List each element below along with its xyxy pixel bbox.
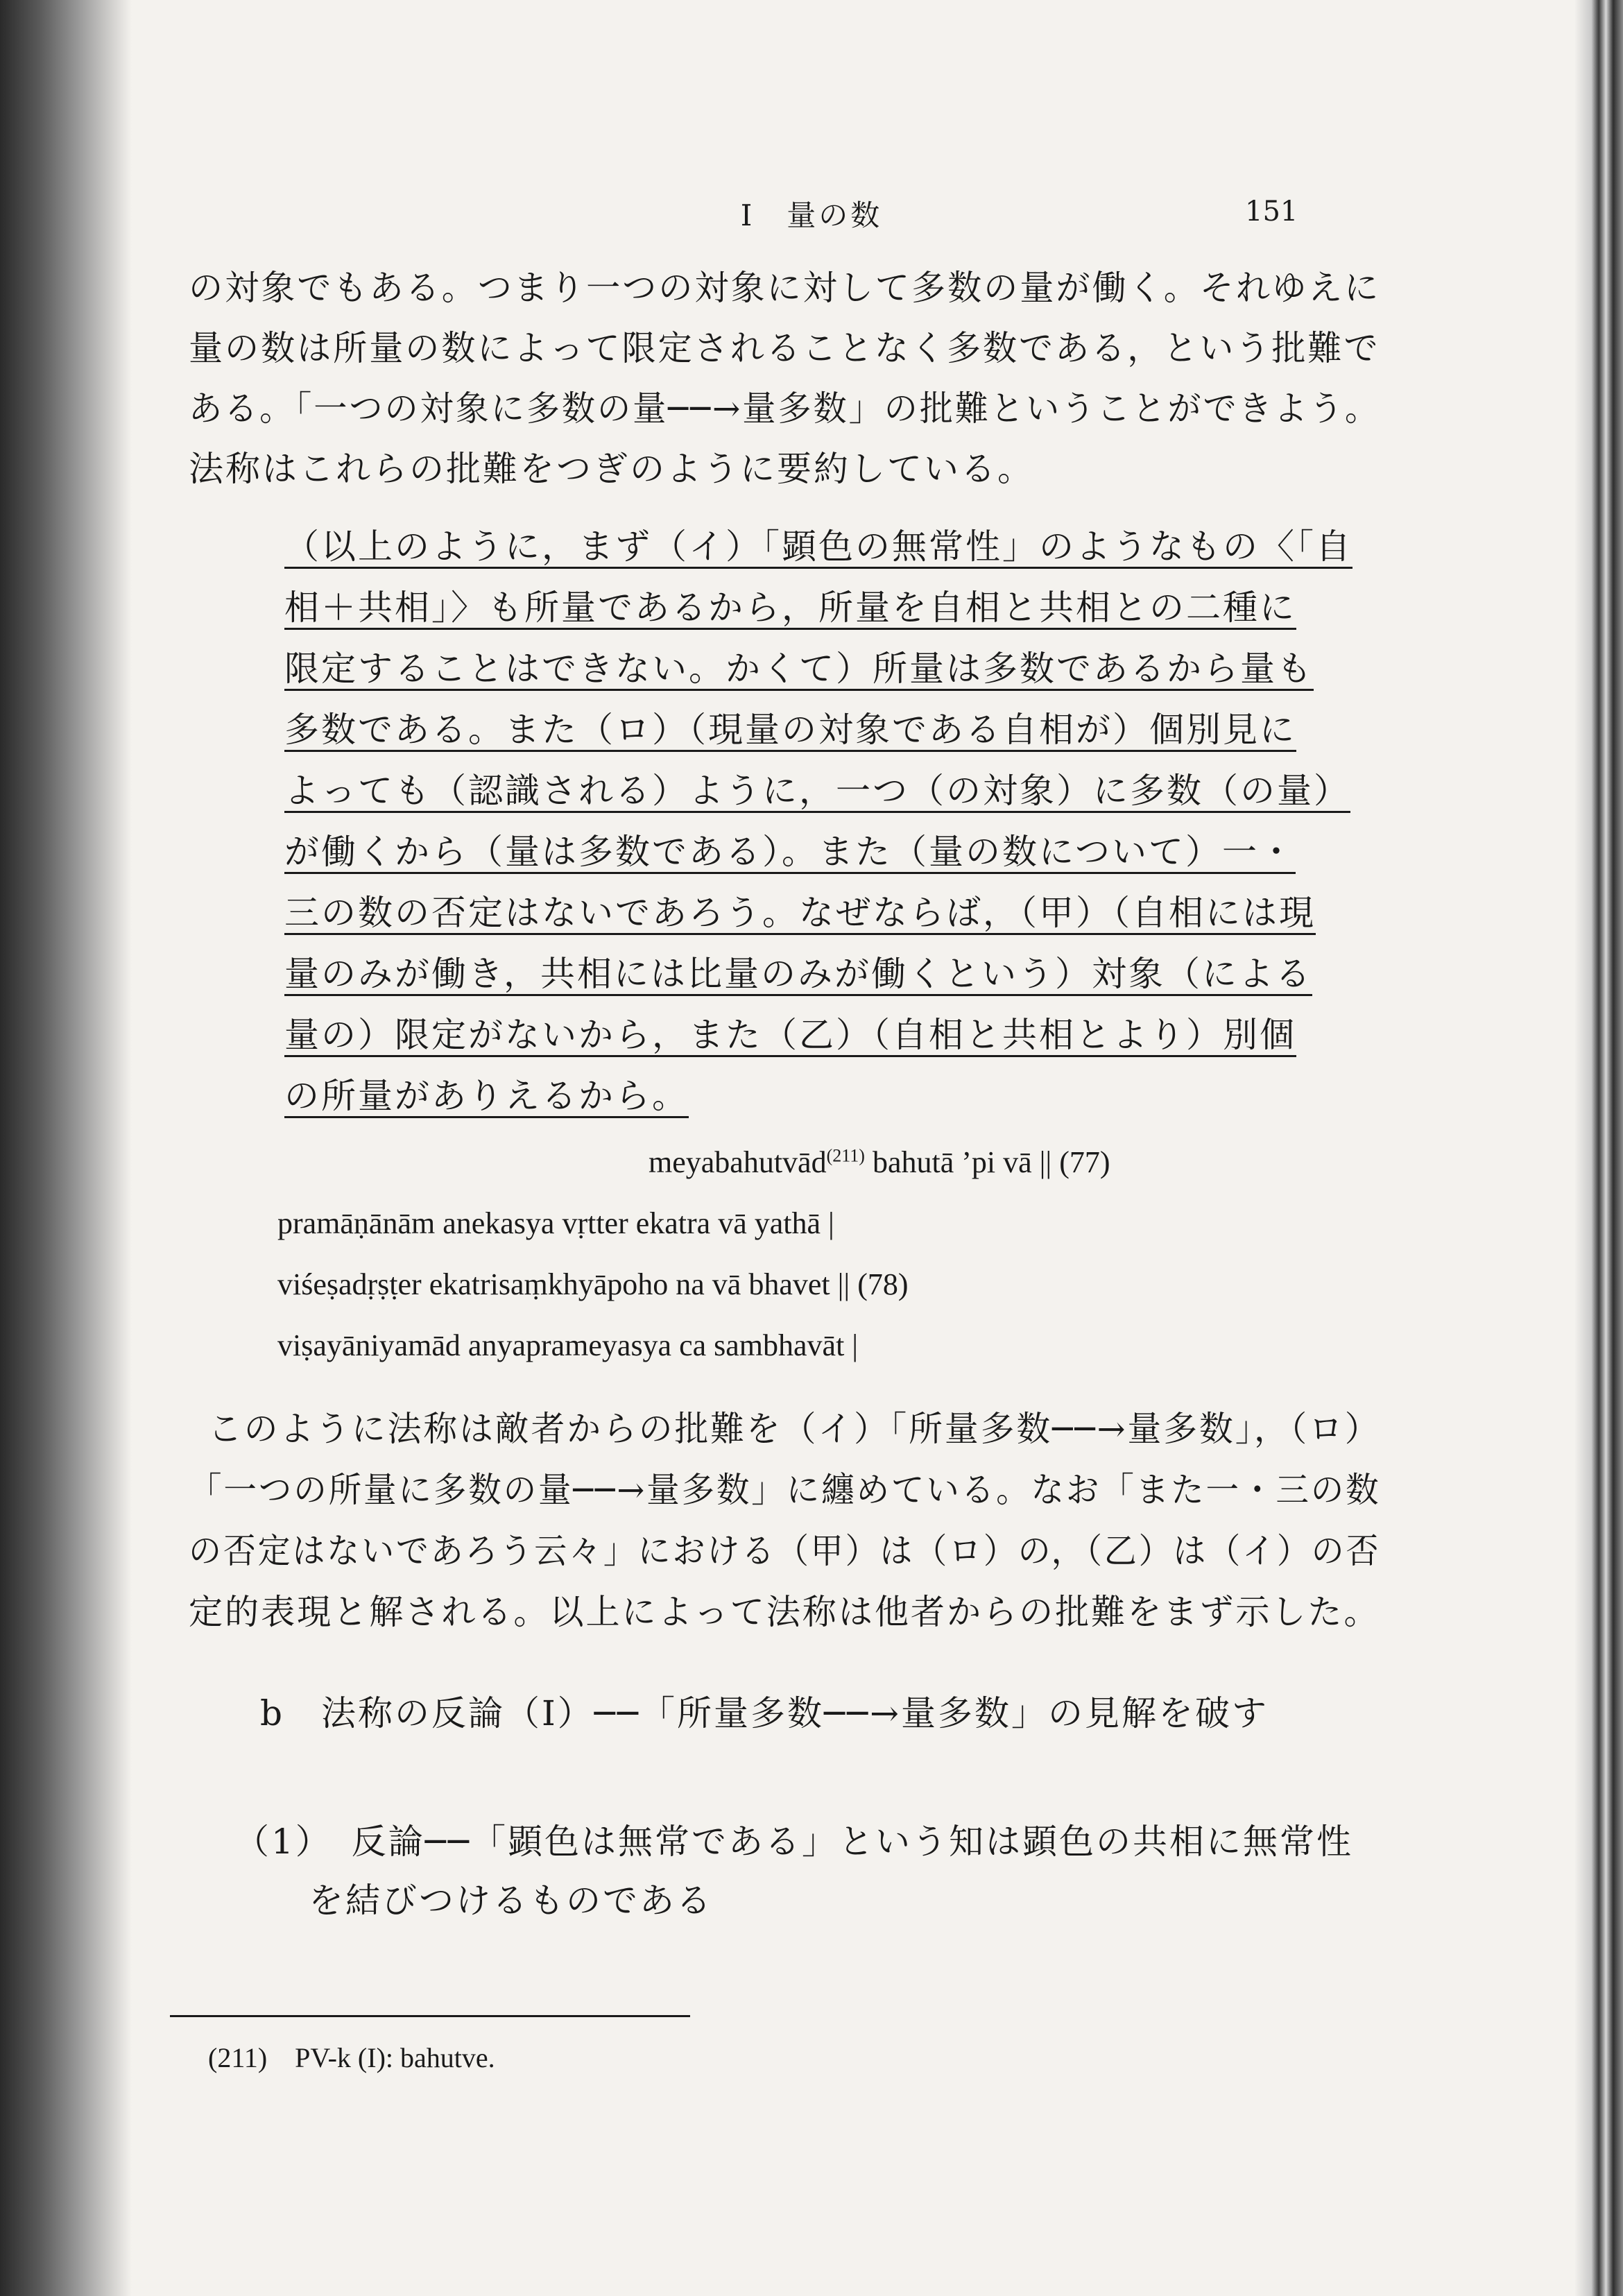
quote-line: よっても（認識される）ように，一つ（の対象）に多数（の量）: [284, 771, 1350, 811]
quote-line: 限定することはできない。かくて）所量は多数であるから量も: [284, 649, 1314, 689]
running-header: I 量の数: [740, 198, 883, 232]
section-heading: b 法称の反論（Ⅰ）──「所量多数──→量多数」の見解を破す: [260, 1693, 1269, 1733]
quote-line: 量のみが働き，共相には比量のみが働くという）対象（による: [284, 954, 1312, 994]
verse-line: pramāṇānām anekasya vṛtter ekatra vā yathā |: [277, 1206, 834, 1240]
paragraph-line: このように法称は敵者からの批難を（イ）「所量多数──→量多数」，（ロ）: [208, 1409, 1381, 1449]
paragraph-line: の否定はないであろう云々」における（甲）は（ロ）の，（乙）は（イ）の否: [189, 1531, 1381, 1571]
verse-text: meyabahutvād: [649, 1145, 827, 1179]
paragraph-line: 「一つの所量に多数の量──→量多数」に纏めている。なお「また一・三の数: [189, 1470, 1381, 1510]
verse-line-78: viśeṣadṛṣṭer ekatrisaṃkhyāpoho na vā bhavet || (78): [277, 1267, 909, 1301]
verse-line: viṣayāniyamād anyaprameyasya ca sambhavāt |: [277, 1328, 859, 1362]
quote-line: 三の数の否定はないであろう。なぜならば，（甲）（自相には現: [284, 893, 1316, 933]
verse-line-77: [649, 1145, 1110, 1180]
footnote-ref: (211): [826, 1145, 865, 1166]
footnote-rule: [170, 2015, 690, 2017]
verse-text: bahutā ’pi vā || (77): [864, 1145, 1110, 1179]
quote-line: 量の）限定がないから，また（乙）（自相と共相とより）別個: [284, 1015, 1296, 1055]
paragraph-line: の対象でもある。つまり一つの対象に対して多数の量が働く。それゆえに: [189, 268, 1381, 308]
paragraph-line: 法称はこれらの批難をつぎのように要約している。: [189, 449, 1034, 489]
footnote: (211) PV-k (I): bahutve.: [208, 2042, 495, 2073]
paragraph-line: 量の数は所量の数によって限定されることなく多数である，という批難で: [189, 328, 1380, 368]
quote-line: 相＋共相」〉も所量であるから，所量を自相と共相との二種に: [284, 588, 1296, 628]
page-number: 151: [1245, 196, 1298, 228]
quote-line: の所量がありえるから。: [284, 1076, 689, 1116]
subsection-heading: （1） 反論──「顕色は無常である」という知は顕色の共相に無常性: [234, 1822, 1354, 1862]
quote-line: 多数である。また（ロ）（現量の対象である自相が）個別見に: [284, 710, 1296, 750]
paragraph-line: 定的表現と解される。以上によって法称は他者からの批難をまず示した。: [189, 1592, 1380, 1632]
quote-line: が働くから（量は多数である）。また（量の数について）一・: [284, 832, 1296, 872]
paragraph-line: ある。「一つの対象に多数の量──→量多数」の批難ということができよう。: [189, 388, 1380, 429]
quote-line: （以上のように，まず（イ）「顕色の無常性」のようなもの〈「自: [284, 526, 1352, 567]
subsection-heading-cont: を結びつけるものである: [309, 1881, 713, 1921]
